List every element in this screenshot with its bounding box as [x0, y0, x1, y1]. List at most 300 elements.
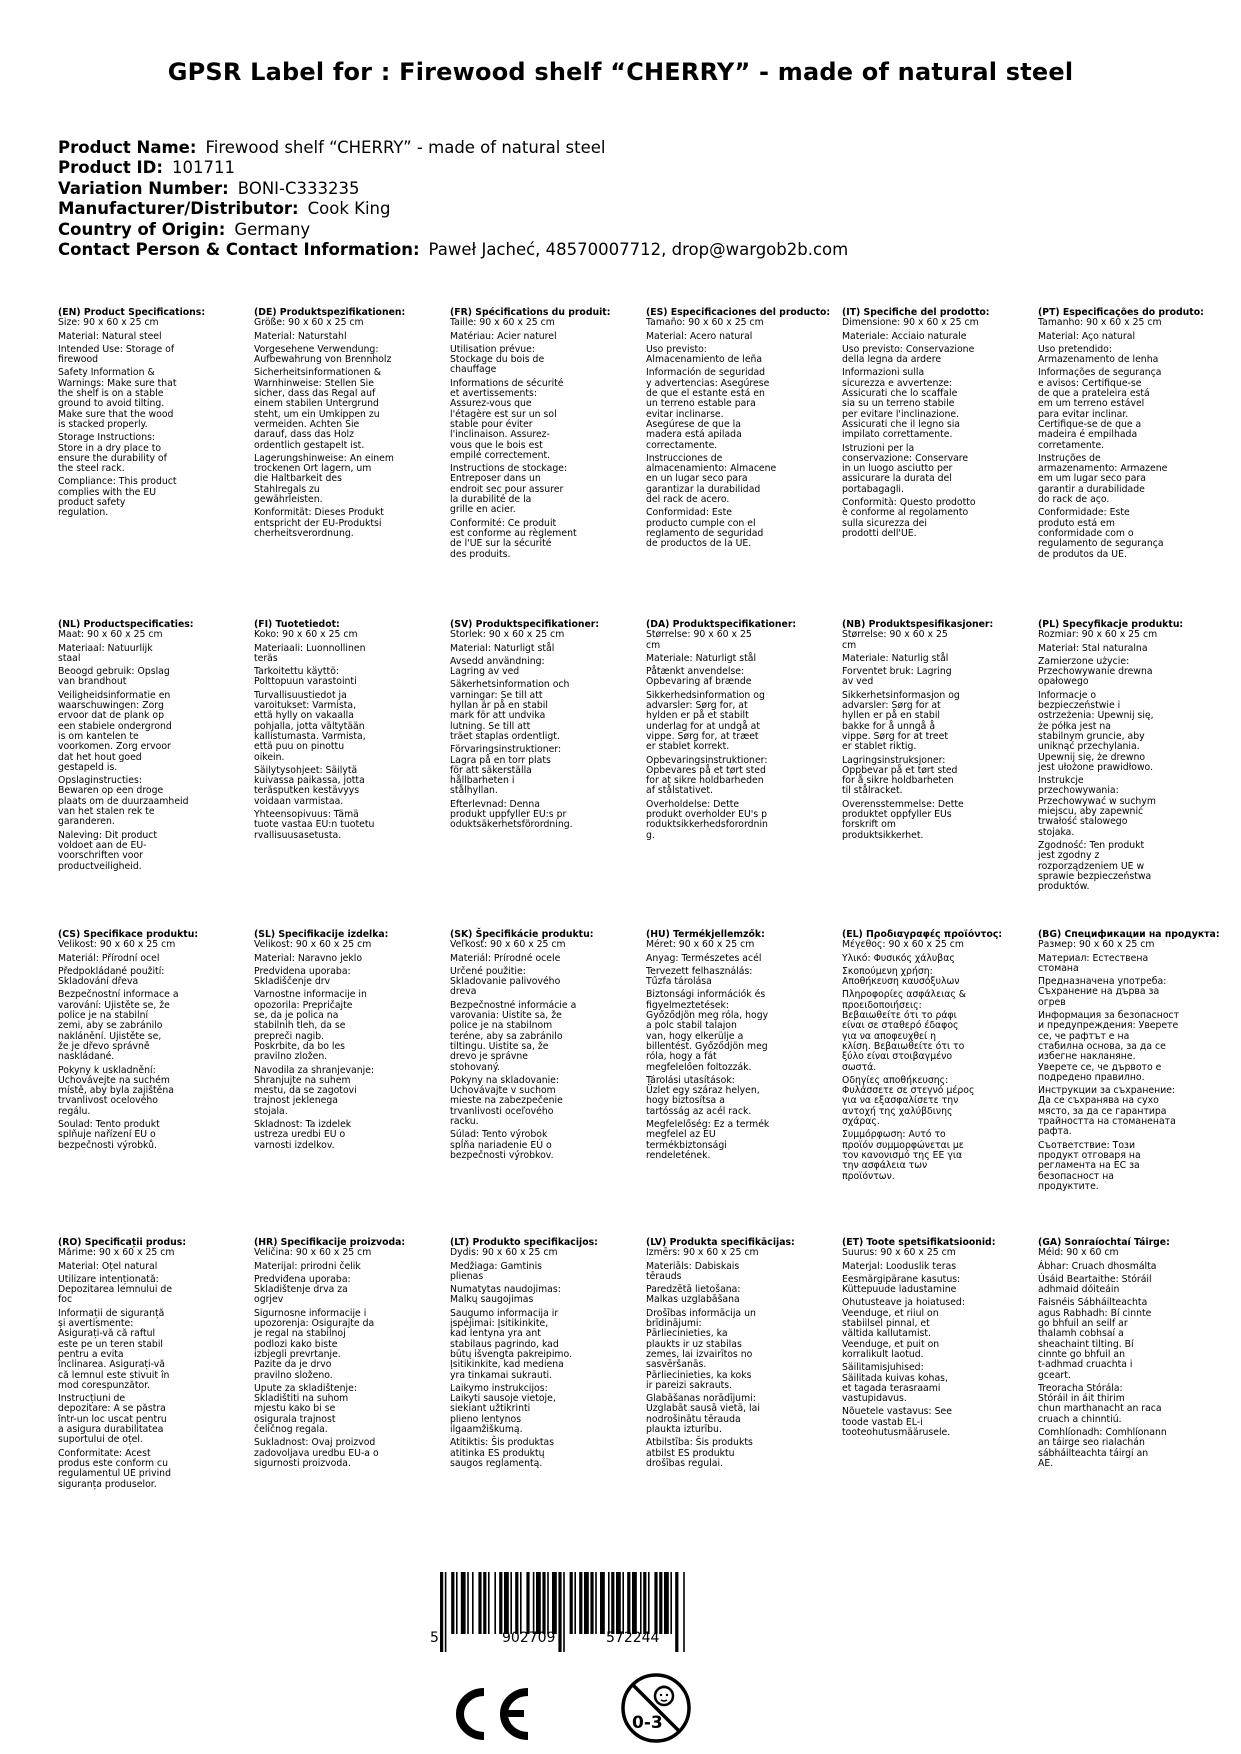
- spec-line: Skladovanie palivového: [450, 976, 561, 988]
- spec-line: Storlek: 90 x 60 x 25 cm: [450, 629, 565, 641]
- spec-line: figyelmeztetések:: [646, 999, 730, 1011]
- spec-line: stabilnym gruncie, aby: [1038, 730, 1145, 742]
- spec-line: vältida kallutamist.: [842, 1328, 931, 1340]
- spec-line: Lagringsinstruksjoner:: [842, 754, 946, 766]
- spec-line: Información de seguridad: [646, 367, 766, 379]
- spec-heading: (BG) Спецификации на продукта:: [1038, 929, 1220, 940]
- spec-heading: (SK) Špecifikácie produktu:: [450, 929, 594, 940]
- spec-line: for å sikre holdbarheten: [842, 775, 954, 787]
- spec-line: del rack de acero.: [646, 494, 730, 506]
- spec-line: Säkerhetsinformation och: [450, 679, 570, 691]
- barcode-bar: [510, 1572, 512, 1634]
- spec-line: Material: Naturligt stål: [450, 642, 555, 654]
- spec-line: Warnings: Make sure that: [58, 377, 177, 389]
- spec-line: die Haltbarkeit des: [254, 473, 342, 485]
- spec-line: voidaan varmistaa.: [254, 795, 344, 807]
- spec-block: [450, 308, 633, 560]
- spec-heading: (HU) Termékjellemzők:: [646, 929, 765, 940]
- spec-line: cm: [646, 639, 661, 651]
- spec-line: Soulad: Tento produkt: [58, 1119, 160, 1131]
- spec-block: [1038, 620, 1221, 892]
- spec-line: kuivassa paikassa, jotta: [254, 775, 365, 787]
- spec-line: róla, hogy a fát: [646, 1051, 717, 1063]
- spec-line: do rack de aço.: [1038, 494, 1110, 506]
- barcode-bar: [526, 1572, 529, 1634]
- spec-line: Tűzfa tárolása: [646, 976, 712, 988]
- spec-line: Malkas uzglabāšana: [646, 1294, 740, 1306]
- spec-line: într-un loc uscat pentru: [58, 1413, 167, 1425]
- spec-line: Nõuetele vastavus: See: [842, 1406, 952, 1418]
- spec-line: stojaka.: [1038, 826, 1075, 838]
- spec-line: chun marthanacht an raca: [1038, 1403, 1162, 1415]
- spec-line: stojala.: [254, 1105, 288, 1117]
- spec-line: Sigurnosne informacije i: [254, 1307, 367, 1319]
- spec-line: regulamentul UE privind: [58, 1468, 171, 1480]
- spec-line: bezpečnosti výrobkov.: [450, 1149, 554, 1161]
- spec-line: g.: [646, 829, 655, 841]
- spec-line: Przechowywać w suchym: [1038, 795, 1156, 807]
- spec-line: Stahlregals zu: [254, 483, 320, 495]
- spec-line: Instruções de: [1038, 452, 1101, 464]
- spec-line: della legna da ardere: [842, 354, 942, 366]
- spec-line: yra tinkamai sukrauti.: [450, 1369, 553, 1381]
- spec-line: af stålstativet.: [646, 785, 713, 797]
- spec-line: garanderen.: [58, 816, 115, 828]
- spec-line: Opbevaring af brænde: [646, 676, 752, 688]
- spec-line: Turvallisuustiedot ja: [254, 689, 347, 701]
- spec-line: produto está em: [1038, 517, 1115, 529]
- spec-line: darauf, dass das Holz: [254, 429, 354, 441]
- spec-line: Drošības informācija un: [646, 1307, 756, 1319]
- spec-line: Säilitamisjuhised:: [842, 1362, 924, 1374]
- spec-line: Ábhar: Cruach dhosmálta: [1038, 1260, 1157, 1272]
- spec-line: naklánění. Ujistěte se,: [58, 1030, 162, 1042]
- info-row: [58, 220, 848, 240]
- spec-line: Μέγεθος: 90 x 60 x 25 cm: [842, 939, 964, 951]
- spec-line: sheachaint tilting. Bí: [1038, 1338, 1134, 1350]
- barcode-bar: [643, 1572, 646, 1634]
- barcode-bar: [520, 1572, 522, 1634]
- spec-line: Méid: 90 x 60 cm: [1038, 1247, 1119, 1259]
- spec-heading: (EN) Product Specifications:: [58, 307, 206, 318]
- spec-line: Atitiktis: Šis produktas: [450, 1437, 555, 1449]
- spec-line: nodrošinātu tērauda: [646, 1413, 741, 1425]
- spec-line: și avertismente:: [58, 1318, 134, 1330]
- spec-line: и предупреждения: Уверете: [1038, 1020, 1179, 1032]
- spec-line: Veličina: 90 x 60 x 25 cm: [254, 1247, 372, 1259]
- spec-line: Material: Natural steel: [58, 330, 162, 342]
- spec-line: Съответствие: Този: [1038, 1139, 1135, 1151]
- spec-line: Istruzioni per la: [842, 442, 915, 454]
- spec-line: in un luogo asciutto per: [842, 463, 953, 475]
- spec-line: adhmaid dóiteáin: [1038, 1284, 1120, 1296]
- spec-line: brīdinājumi:: [646, 1318, 702, 1330]
- spec-line: Sukladnost: Ovaj proizvod: [254, 1437, 376, 1449]
- spec-line: produkt overholder EU's p: [646, 809, 768, 821]
- spec-line: varoitukset: Varmista,: [254, 700, 357, 712]
- barcode-bar: [467, 1572, 469, 1634]
- spec-line: Utilizare intenționată:: [58, 1273, 159, 1285]
- spec-heading: (NB) Produktspesifikasjoner:: [842, 619, 994, 630]
- spec-line: podlozi kako biste: [254, 1338, 338, 1350]
- spec-line: että hylly on vakaalla: [254, 710, 354, 722]
- spec-line: Almacenamiento de leña: [646, 354, 763, 366]
- spec-line: Polttopuun varastointi: [254, 676, 357, 688]
- not-for-children-0-3-icon: [620, 1672, 692, 1744]
- spec-line: suportului de oțel.: [58, 1434, 143, 1446]
- spec-line: correctamente.: [646, 439, 718, 451]
- spec-line: Izmērs: 90 x 60 x 25 cm: [646, 1247, 759, 1259]
- spec-line: Material: Acero natural: [646, 330, 753, 342]
- spec-line: Opslaginstructies:: [58, 775, 142, 787]
- spec-heading: (DA) Produktspecifikationer:: [646, 619, 797, 630]
- ce-mark-icon: [446, 1684, 536, 1744]
- spec-line: Tárolási utasítások:: [646, 1074, 735, 1086]
- spec-line: Skladištiti na suhom: [254, 1393, 349, 1405]
- barcode-bar: [611, 1572, 614, 1634]
- spec-line: mieste na zabezpečenie: [450, 1095, 563, 1107]
- spec-line: Sikkerhetsinformasjon og: [842, 689, 960, 701]
- spec-line: Material: Oțel natural: [58, 1260, 158, 1272]
- spec-line: Säilytysohjeet: Säilytä: [254, 764, 358, 776]
- spec-line: įspėjimai: Įsitikinkite,: [450, 1318, 549, 1330]
- spec-line: Φυλάσσετε σε στεγνό μέρος: [842, 1085, 975, 1097]
- spec-line: ervoor dat de plank op: [58, 710, 164, 722]
- spec-line: lutning. Se till att: [450, 720, 531, 732]
- spec-line: Laikymo instrukcijos:: [450, 1382, 548, 1394]
- spec-line: cherheitsverordnung.: [254, 527, 354, 539]
- spec-line: Bezpečnostné informácie a: [450, 999, 577, 1011]
- spec-line: Opbevares på et tørt sted: [646, 764, 766, 776]
- spec-line: Stockage du bois de: [450, 354, 545, 366]
- spec-line: Vorgesehene Verwendung:: [254, 343, 379, 355]
- spec-line: zemes, lai izvairītos no: [646, 1348, 753, 1360]
- spec-line: Úsáid Beartaithe: Stóráil: [1038, 1273, 1152, 1285]
- info-label: Product ID:: [58, 158, 163, 178]
- spec-line: Velikost: 90 x 60 x 25 cm: [58, 939, 176, 951]
- spec-line: Asegúrese de que la: [646, 418, 741, 430]
- barcode: [430, 1572, 746, 1658]
- spec-line: αντοχή της χαλύβδινης: [842, 1105, 953, 1117]
- spec-line: είναι σε σταθερό έδαφος: [842, 1020, 959, 1032]
- barcode-bar: [536, 1572, 541, 1634]
- spec-line: dreva: [450, 986, 477, 998]
- spec-line: trvanlivost ocelového: [58, 1095, 158, 1107]
- spec-line: varování: Ujistěte se, že: [58, 999, 170, 1011]
- spec-line: t-adhmad cruachta i: [1038, 1359, 1133, 1371]
- spec-heading: (PL) Specyfikacje produktu:: [1038, 619, 1184, 630]
- spec-line: Ohutusteave ja hoiatused:: [842, 1297, 965, 1309]
- spec-line: Инструкции за съхранение:: [1038, 1085, 1176, 1097]
- barcode-bar: [640, 1572, 642, 1634]
- spec-line: is om kantelen te: [58, 730, 139, 742]
- barcode-bar: [627, 1572, 630, 1634]
- barcode-bar: [461, 1572, 466, 1634]
- spec-line: atitinka ES produktų: [450, 1447, 545, 1459]
- spec-line: kad lentyna yra ant: [450, 1328, 541, 1340]
- spec-line: agus Rabhadh: Bí cinnte: [1038, 1307, 1152, 1319]
- spec-line: armazenamento: Armazene: [1038, 463, 1168, 475]
- spec-line: ilgaamžiškumą.: [450, 1424, 523, 1436]
- spec-line: tērauds: [646, 1270, 682, 1282]
- spec-line: Certifique-se de que a: [1038, 418, 1142, 430]
- spec-block: [450, 930, 633, 1161]
- spec-line: Veenduge, et riiul on: [842, 1307, 939, 1319]
- barcode-bar: [648, 1572, 650, 1634]
- barcode-bar: [440, 1572, 443, 1652]
- spec-line: Koko: 90 x 60 x 25 cm: [254, 629, 358, 641]
- spec-line: upozorenja: Osigurajte da: [254, 1318, 375, 1330]
- spec-line: Lagerungshinweise: An einem: [254, 452, 394, 464]
- barcode-bar: [600, 1572, 605, 1634]
- barcode-bar: [456, 1572, 458, 1634]
- spec-block: [842, 308, 1025, 539]
- spec-block: [842, 1238, 1025, 1438]
- spec-line: Méret: 90 x 60 x 25 cm: [646, 939, 755, 951]
- spec-line: místě, aby byla zajištěna: [58, 1085, 174, 1097]
- spec-line: για να αποφευχθεί η: [842, 1030, 937, 1042]
- spec-line: et avertissements:: [450, 388, 537, 400]
- spec-block: [450, 1238, 633, 1469]
- spec-line: mark för att undvika: [450, 710, 546, 722]
- spec-block: [58, 1238, 241, 1490]
- spec-line: Assurez-vous que: [450, 398, 532, 410]
- spec-line: the steel rack.: [58, 463, 125, 475]
- spec-line: Dydis: 90 x 60 x 25 cm: [450, 1247, 558, 1259]
- spec-line: Store in a dry place to: [58, 442, 162, 454]
- spec-line: er stablet korrekt.: [646, 741, 730, 753]
- spec-line: Tarkoitettu käyttö:: [254, 666, 340, 678]
- spec-line: sprawie bezpieczeństwa: [1038, 870, 1152, 882]
- spec-line: teräsputken kestävyys: [254, 785, 360, 797]
- spec-line: depozitare: A se păstra: [58, 1403, 166, 1415]
- spec-line: Laikyti sausoje vietoje,: [450, 1393, 556, 1405]
- spec-line: Assicurati che il legno sia: [842, 418, 960, 430]
- spec-line: underlag for at undgå at: [646, 720, 760, 732]
- spec-line: grille en acier.: [450, 504, 516, 516]
- spec-block: [842, 620, 1025, 841]
- spec-heading: (LV) Produkta specifikācijas:: [646, 1237, 795, 1248]
- spec-line: Instrucțiuni de: [58, 1393, 126, 1405]
- spec-line: voldoet aan de EU-: [58, 839, 147, 851]
- spec-line: Conformidad: Este: [646, 507, 733, 519]
- spec-line: Material: Aço natural: [1038, 330, 1136, 342]
- spec-line: stabiilsel pinnal, et: [842, 1318, 930, 1330]
- spec-line: er stablet riktig.: [842, 741, 917, 753]
- spec-line: Dimensione: 90 x 60 x 25 cm: [842, 317, 979, 329]
- spec-line: Skladování dřeva: [58, 976, 139, 988]
- spec-line: til stålracket.: [842, 785, 903, 797]
- info-value: Germany: [234, 219, 311, 239]
- spec-line: Materiāls: Dabiskais: [646, 1260, 740, 1272]
- barcode-bar: [558, 1572, 561, 1652]
- spec-line: Tervezett felhasználás:: [646, 965, 753, 977]
- spec-line: de l'UE sur la sécurité: [450, 538, 552, 550]
- spec-line: uniknąć przechylania.: [1038, 741, 1140, 753]
- spec-line: Utilisation prévue:: [450, 343, 535, 355]
- spec-block: [254, 620, 437, 841]
- spec-line: assicurare la durata del: [842, 473, 952, 485]
- spec-line: product safety: [58, 497, 126, 509]
- spec-line: Conformidade: Este: [1038, 507, 1130, 519]
- spec-line: em um terreno estável: [1038, 398, 1145, 410]
- barcode-bar: [632, 1572, 637, 1634]
- spec-block: [58, 308, 241, 519]
- barcode-bar: [472, 1572, 474, 1634]
- barcode-bar: [664, 1572, 669, 1634]
- spec-line: hylden er på et stabilt: [646, 710, 749, 722]
- spec-line: Materjal: Looduslik teras: [842, 1260, 957, 1272]
- spec-line: Uso previsto: Conservazione: [842, 343, 975, 355]
- spec-line: bakke for å unngå å: [842, 720, 936, 732]
- spec-line: AE.: [1038, 1457, 1054, 1469]
- spec-line: Material: Naravno jeklo: [254, 952, 363, 964]
- spec-line: tiltingu. Uistite sa, že: [450, 1040, 549, 1052]
- spec-heading: (LT) Produkto specifikacijos:: [450, 1237, 598, 1248]
- spec-line: przechowywania:: [1038, 785, 1119, 797]
- spec-line: Материал: Естествена: [1038, 952, 1149, 964]
- spec-line: megfelel az EU: [646, 1129, 716, 1141]
- spec-line: την ασφάλεια των: [842, 1160, 928, 1172]
- spec-heading: (SV) Produktspecifikationer:: [450, 619, 600, 630]
- spec-line: oduktsäkerhetsförordning.: [450, 819, 573, 831]
- spec-line: bezpečnosti výrobků.: [58, 1139, 157, 1151]
- barcode-bar: [542, 1572, 545, 1634]
- spec-line: Warnhinweise: Stellen Sie: [254, 377, 374, 389]
- spec-line: регламента на ЕС за: [1038, 1160, 1140, 1172]
- spec-line: Størrelse: 90 x 60 x 25: [842, 629, 948, 641]
- spec-line: се, че рафтът е на: [1038, 1030, 1130, 1042]
- spec-line: Przechowywanie drewna: [1038, 666, 1153, 678]
- spec-line: Tamaño: 90 x 60 x 25 cm: [646, 317, 764, 329]
- spec-line: van brandhout: [58, 676, 127, 688]
- spec-line: ξύλο είναι στοιβαγμένο: [842, 1051, 953, 1063]
- barcode-bar: [574, 1572, 576, 1634]
- spec-line: je regal na stabilnoj: [254, 1328, 346, 1340]
- spec-line: chauffage: [450, 364, 497, 376]
- spec-heading: (ET) Toote spetsifikatsioonid:: [842, 1237, 996, 1248]
- spec-line: място, за да се гарантира: [1038, 1105, 1167, 1117]
- spec-line: gceart.: [1038, 1369, 1071, 1381]
- spec-line: plieno lentynos: [450, 1413, 522, 1425]
- spec-line: Размер: 90 x 60 x 25 cm: [1038, 939, 1155, 951]
- spec-line: Size: 90 x 60 x 25 cm: [58, 317, 159, 329]
- barcode-bar: [579, 1572, 582, 1634]
- barcode-bar: [654, 1572, 657, 1634]
- spec-heading: (DE) Produktspezifikationen:: [254, 307, 406, 318]
- spec-line: plaukta izturību.: [646, 1424, 722, 1436]
- spec-line: garantir a durabilidade: [1038, 483, 1145, 495]
- spec-line: Faisnéis Sábháilteachta: [1038, 1297, 1148, 1309]
- spec-heading: (GA) Sonraíochtaí Táirge:: [1038, 1237, 1170, 1248]
- spec-line: thalamh cobhsaí a: [1038, 1328, 1124, 1340]
- spec-line: ir pareizi sakrauts.: [646, 1379, 733, 1391]
- spec-line: Σκοπούμενη χρήση:: [842, 965, 933, 977]
- spec-line: Veenduge, et puit on: [842, 1338, 940, 1350]
- spec-line: conformidade com o: [1038, 527, 1134, 539]
- spec-line: conservazione: Conservare: [842, 452, 969, 464]
- spec-line: em um lugar seco para: [1038, 473, 1146, 485]
- info-label: Product Name:: [58, 138, 197, 157]
- spec-line: Material: Naturstahl: [254, 330, 347, 342]
- spec-line: garantizar la durabilidad: [646, 483, 761, 495]
- spec-line: Größe: 90 x 60 x 25 cm: [254, 317, 364, 329]
- spec-line: înclinarea. Asigurați-vă: [58, 1359, 165, 1371]
- spec-block: [254, 1238, 437, 1469]
- spec-line: Αποθήκευση καυσόξυλων: [842, 976, 960, 988]
- spec-line: forskrift om: [842, 819, 896, 831]
- spec-line: ogrjev: [254, 1294, 284, 1306]
- spec-line: Materiál: Přírodní ocel: [58, 952, 160, 964]
- spec-line: Určené použitie:: [450, 965, 526, 977]
- spec-line: plaats om de duurzaamheid: [58, 795, 189, 807]
- spec-block: [254, 930, 437, 1151]
- spec-line: Opbevaringsinstruktioner:: [646, 754, 768, 766]
- spec-line: de productos de la UE.: [646, 538, 752, 550]
- info-label: Country of Origin:: [58, 219, 226, 239]
- spec-block: [842, 930, 1025, 1182]
- spec-heading: (NL) Productspecificaties:: [58, 619, 194, 630]
- spec-line: cinnte go bhfuil an: [1038, 1348, 1126, 1360]
- spec-line: è conforme al regolamento: [842, 507, 969, 519]
- spec-line: Konformität: Dieses Produkt: [254, 507, 384, 519]
- spec-block: [646, 308, 829, 550]
- spec-line: regulamento de segurança: [1038, 538, 1164, 550]
- spec-line: est conforme au règlement: [450, 527, 577, 539]
- spec-line: Üzlet egy száraz helyen,: [646, 1085, 760, 1097]
- spec-line: Anyag: Természetes acél: [646, 952, 762, 964]
- spec-line: Assicurati che lo scaffale: [842, 388, 958, 400]
- spec-line: Make sure that the wood: [58, 408, 174, 420]
- spec-line: стомана: [1038, 962, 1079, 974]
- spec-line: Maat: 90 x 60 x 25 cm: [58, 629, 163, 641]
- spec-line: tooteohutusmäärusele.: [842, 1427, 951, 1439]
- spec-line: för att säkerställa: [450, 764, 532, 776]
- spec-line: Lagra på en torr plats: [450, 754, 551, 766]
- spec-line: bezpieczeństwie i: [1038, 700, 1121, 712]
- spec-line: Treoracha Stórála:: [1038, 1382, 1123, 1394]
- spec-line: Skladiščenje drv: [254, 976, 331, 988]
- spec-line: roduktsikkerhedsforordnin: [646, 819, 768, 831]
- spec-line: for at sikre holdbarheden: [646, 775, 764, 787]
- spec-line: προϊόν συμμορφώνεται με: [842, 1139, 964, 1151]
- spec-line: Megfelelőség: Ez a termék: [646, 1119, 770, 1131]
- spec-line: Materiaali: Luonnollinen: [254, 642, 366, 654]
- spec-line: stabilaus pagrindo, kad: [450, 1338, 559, 1350]
- spec-line: hogy biztosítsa a: [646, 1095, 725, 1107]
- spec-line: Да се съхранява на сухо: [1038, 1095, 1159, 1107]
- spec-line: Įsitikinkite, kad mediena: [450, 1359, 564, 1371]
- spec-line: av ved: [842, 676, 874, 688]
- spec-line: Yhteensopivuus: Tämä: [254, 809, 359, 821]
- spec-line: Uchovávejte na suchém: [58, 1074, 170, 1086]
- barcode-bar: [445, 1572, 447, 1652]
- spec-block: [646, 620, 829, 841]
- spec-line: Lagring av ved: [450, 666, 520, 678]
- spec-line: Suurus: 90 x 60 x 25 cm: [842, 1247, 956, 1259]
- spec-heading: (FI) Tuotetiedot:: [254, 619, 340, 630]
- spec-line: Entreposer dans un: [450, 473, 541, 485]
- spec-heading: (RO) Specificații produs:: [58, 1237, 187, 1248]
- spec-line: Materiale: Naturlig stål: [842, 652, 949, 664]
- spec-line: endroit sec pour assurer: [450, 483, 564, 495]
- spec-line: κλίση. Βεβαιωθείτε ότι το: [842, 1040, 965, 1052]
- spec-line: träet staplas ordentligt.: [450, 730, 560, 742]
- spec-line: Súlad: Tento výrobok: [450, 1129, 548, 1141]
- spec-line: regálu.: [58, 1105, 91, 1117]
- spec-line: produs este conform cu: [58, 1457, 169, 1469]
- info-value: 101711: [171, 158, 235, 178]
